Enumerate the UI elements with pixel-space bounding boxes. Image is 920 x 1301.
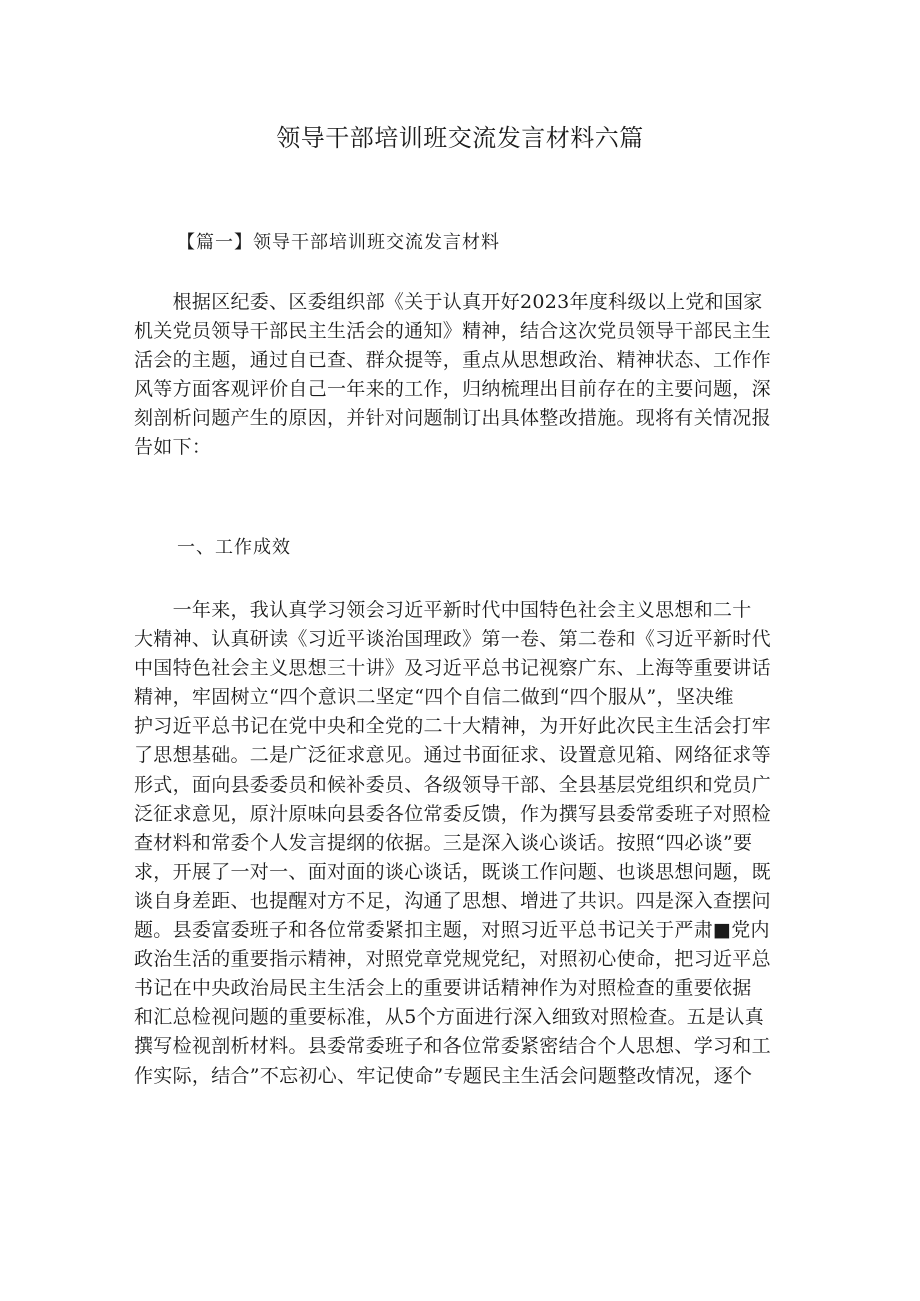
paragraph-line: 活会的主题，通过自已查、群众提等，重点从思想政治、精神状态、工作作 bbox=[134, 349, 771, 372]
paragraph-line: 大精神、认真研读《习近平谈治国理政》第一卷、第二卷和《习近平新时代 bbox=[134, 628, 771, 651]
paragraph-line: 刻剖析问题产生的原因，并针对问题制订出具体整改措施。现将有关情况报 bbox=[134, 407, 771, 430]
paragraph-line: 和汇总检视问题的重要标准，从5个方面进行深入细致对照检查。五是认真 bbox=[134, 1006, 764, 1029]
paragraph-line: 一年来，我认真学习领会习近平新时代中国特色社会主义思想和二十 bbox=[134, 599, 752, 621]
paragraph-line: 政治生活的重要指示精神，对照党章党规党纪，对照初心使命，把习近平总 bbox=[134, 948, 771, 971]
intro-paragraph bbox=[134, 288, 790, 463]
paragraph-line: 题。县委富委班子和各位常委紧扣主题，对照习近平总书记关于严肃■党内 bbox=[134, 919, 770, 942]
paragraph-line: 告如下： bbox=[134, 436, 212, 459]
paragraph-line: 形式，面向县委委员和候补委员、各级领导干部、全县基层党组织和党员广 bbox=[134, 773, 771, 796]
document-title: 领导干部培训班交流发言材料六篇 bbox=[276, 124, 644, 152]
paragraph-line: 了思想基础。二是广泛征求意见。通过书面征求、设置意见箱、网络征求等 bbox=[134, 744, 771, 767]
paragraph-line: 查材料和常委个人发言提纲的依据。三是深入谈心谈话。按照“四必谈”要 bbox=[134, 831, 753, 854]
paragraph-line: 谈自身差距、也提醒对方不足，沟通了思想、增进了共识。四是深入查摆问 bbox=[134, 889, 771, 912]
body-paragraph bbox=[134, 596, 790, 1091]
section-label: 【篇一】领导干部培训班交流发言材料 bbox=[177, 232, 500, 253]
paragraph-line: 中国特色社会主义思想三十讲》及习近平总书记视察广东、上海等重要讲话 bbox=[134, 657, 771, 680]
paragraph-line: 机关党员领导干部民主生活会的通知》精神，结合这次党员领导干部民主生 bbox=[134, 320, 771, 343]
paragraph-line: 护习近平总书记在党中央和全党的二十大精神，为开好此次民主生活会打牢 bbox=[134, 715, 771, 738]
paragraph-line: 根据区纪委、区委组织部《关于认真开好2023年度科级以上党和国家 bbox=[134, 291, 763, 313]
paragraph-line: 书记在中央政治局民主生活会上的重要讲话精神作为对照检查的重要依据 bbox=[134, 977, 752, 1000]
paragraph-line: 精神，牢固树立“四个意识二坚定“四个自信二做到“四个服从”，坚决维 bbox=[134, 686, 734, 709]
paragraph-line: 风等方面客观评价自己一年来的工作，归纳梳理出目前存在的主要问题，深 bbox=[134, 378, 771, 401]
paragraph-line: 泛征求意见，原汁原味向县委各位常委反馈，作为撰写县委常委班子对照检 bbox=[134, 802, 771, 825]
paragraph-line: 撰写检视剖析材料。县委常委班子和各位常委紧密结合个人思想、学习和工 bbox=[134, 1035, 771, 1058]
section-heading: 一、工作成效 bbox=[177, 537, 291, 558]
paragraph-line: 求，开展了一对一、面对面的谈心谈话，既谈工作问题、也谈思想问题，既 bbox=[134, 860, 771, 883]
paragraph-line: 作实际，结合”不忘初心、牢记使命”专题民主生活会问题整改情况，逐个 bbox=[134, 1064, 753, 1087]
